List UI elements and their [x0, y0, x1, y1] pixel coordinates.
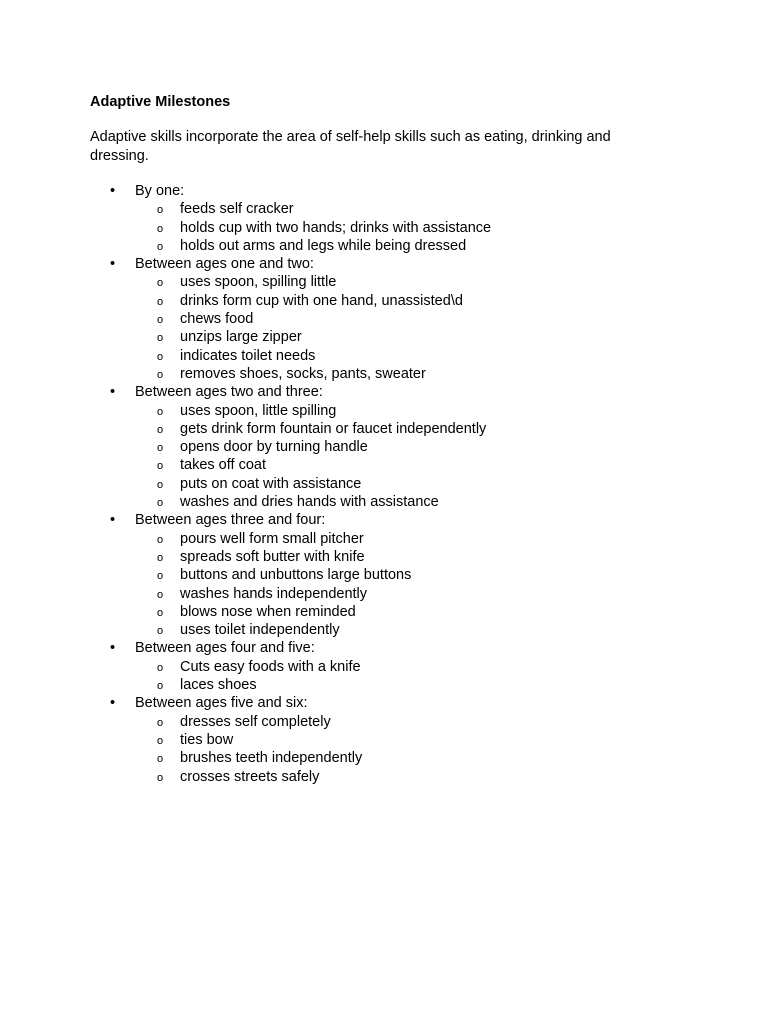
intro-paragraph: Adaptive skills incorporate the area of self-help skills such as eating, drinking and dressing. — [90, 129, 611, 164]
milestone-item-label: gets drink form fountain or faucet independently — [180, 420, 487, 437]
sub-bullet-icon: o — [157, 204, 164, 217]
bullet-icon: • — [110, 183, 116, 199]
milestone-item-label: ties bow — [180, 731, 234, 748]
milestone-item-label: brushes teeth independently — [180, 750, 363, 767]
sub-bullet-icon: o — [157, 222, 164, 235]
milestone-item-label: unzips large zipper — [180, 329, 302, 346]
milestone-item-label: uses spoon, little spilling — [180, 402, 337, 419]
milestone-item-label: puts on coat with assistance — [180, 475, 362, 492]
bullet-icon: • — [110, 512, 116, 529]
sub-bullet-icon: o — [157, 497, 164, 510]
sub-bullet-icon: o — [157, 551, 164, 564]
sub-bullet-icon: o — [157, 753, 164, 766]
sub-bullet-icon: o — [157, 423, 164, 436]
sub-bullet-icon: o — [157, 442, 164, 455]
milestone-item-label: holds cup with two hands; drinks with assistance — [180, 219, 492, 236]
milestone-item-label: buttons and unbuttons large buttons — [180, 567, 412, 584]
sub-bullet-icon: o — [157, 314, 164, 327]
milestone-item-label: dresses self completely — [180, 713, 331, 730]
milestone-item-label: pours well form small pitcher — [180, 530, 364, 547]
milestone-item-label: removes shoes, socks, pants, sweater — [180, 365, 426, 382]
sub-bullet-icon: o — [157, 533, 164, 546]
bullet-icon: • — [110, 256, 116, 273]
milestone-item-label: blows nose when reminded — [180, 603, 356, 620]
sub-bullet-icon: o — [157, 716, 164, 729]
milestone-item-label: chews food — [180, 311, 254, 328]
bullet-icon: • — [110, 695, 116, 712]
sub-bullet-icon: o — [157, 295, 164, 308]
sub-bullet-icon: o — [157, 771, 164, 784]
bullet-icon: • — [110, 384, 116, 401]
milestone-group-label: Between ages one and two: — [135, 256, 314, 273]
sub-bullet-icon: o — [157, 240, 164, 253]
milestone-item-label: drinks form cup with one hand, unassisted\d — [180, 292, 463, 309]
milestone-item-label: opens door by turning handle — [180, 439, 368, 456]
milestone-item-label: takes off coat — [180, 457, 266, 474]
milestone-item-label: indicates toilet needs — [180, 347, 316, 364]
sub-bullet-icon: o — [157, 734, 164, 747]
milestone-item-label: uses spoon, spilling little — [180, 274, 337, 291]
milestone-group-label: Between ages three and four: — [135, 512, 326, 529]
milestone-item-label: uses toilet independently — [180, 622, 340, 639]
sub-bullet-icon: o — [157, 277, 164, 290]
milestone-item-label: crosses streets safely — [180, 768, 320, 785]
sub-bullet-icon: o — [157, 570, 164, 583]
sub-bullet-icon: o — [157, 661, 164, 674]
sub-bullet-icon: o — [157, 588, 164, 601]
milestone-group-label: Between ages two and three: — [135, 384, 323, 401]
milestone-item-label: washes and dries hands with assistance — [180, 494, 439, 511]
sub-bullet-icon: o — [157, 368, 164, 381]
sub-bullet-icon: o — [157, 680, 164, 693]
milestone-item-label: Cuts easy foods with a knife — [180, 658, 361, 675]
milestone-group-label: Between ages five and six: — [135, 695, 308, 712]
milestone-item-label: laces shoes — [180, 677, 257, 694]
milestone-item-label: spreads soft butter with knife — [180, 548, 365, 565]
document-title: Adaptive Milestones — [90, 94, 231, 110]
milestone-group-label: Between ages four and five: — [135, 640, 315, 657]
sub-bullet-icon: o — [157, 350, 164, 363]
bullet-icon: • — [110, 640, 116, 657]
milestone-group-label: By one: — [135, 183, 185, 199]
milestone-item-label: washes hands independently — [180, 585, 368, 602]
sub-bullet-icon: o — [157, 460, 164, 473]
sub-bullet-icon: o — [157, 405, 164, 418]
milestone-item-label: holds out arms and legs while being dressed — [180, 237, 467, 254]
milestone-item-label: feeds self cracker — [180, 201, 294, 218]
sub-bullet-icon: o — [157, 625, 164, 638]
sub-bullet-icon: o — [157, 478, 164, 491]
sub-bullet-icon: o — [157, 606, 164, 619]
sub-bullet-icon: o — [157, 332, 164, 345]
